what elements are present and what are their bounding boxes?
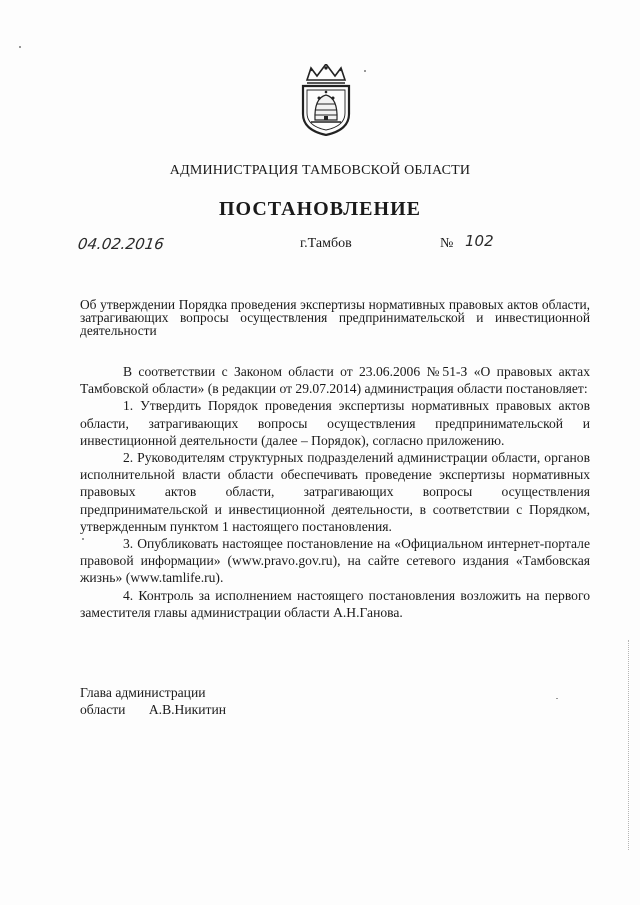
scan-speck bbox=[364, 70, 366, 72]
scan-speck bbox=[82, 538, 84, 540]
scan-edge-line bbox=[628, 640, 630, 850]
signature-line bbox=[80, 701, 226, 718]
document-date: 04.02.2016 bbox=[76, 235, 166, 253]
coat-of-arms-icon bbox=[297, 64, 355, 136]
body-paragraph-4: 4. Контроль за исполнением настоящего постановления возложить на первого заместителя главы администрации области А.Н.Ганова. bbox=[80, 587, 590, 620]
document-body bbox=[80, 363, 590, 621]
body-paragraph-3: 3. Опубликовать настоящее постановление на «Официальном интернет-портале правовой информации» (www.pravo.gov.ru), на сайте сетевого издания «Тамбовская жизнь» (www.tamlife.ru). bbox=[80, 536, 590, 586]
signatory-name: А.В.Никитин bbox=[148, 702, 227, 717]
document-type-title: ПОСТАНОВЛЕНИЕ bbox=[219, 198, 421, 220]
document-city: г.Тамбов bbox=[300, 236, 352, 251]
document-number: 102 bbox=[465, 232, 494, 250]
scan-speck bbox=[556, 698, 558, 699]
signature-block bbox=[80, 684, 226, 718]
document-subject: Об утверждении Порядка проведения экспертизы нормативных правовых актов области, затрагивающих вопросы осуществления предпринимательской и инвестиционной деятельности bbox=[80, 297, 590, 338]
scan-speck bbox=[19, 46, 21, 48]
body-paragraph-1: 1. Утвердить Порядок проведения экспертизы нормативных правовых актов области, затрагивающих вопросы осуществления предпринимательской и инвестиционной деятельности (далее – Порядок), согласно приложению. bbox=[80, 398, 590, 448]
signature-position-cont: области bbox=[80, 702, 126, 717]
organization-name: АДМИНИСТРАЦИЯ ТАМБОВСКОЙ ОБЛАСТИ bbox=[169, 163, 471, 178]
signature-position: Глава администрации bbox=[80, 685, 206, 700]
document-number-label: № bbox=[440, 236, 454, 251]
body-paragraph-preamble: В соответствии с Законом области от 23.06.2006 №51-З «О правовых актах Тамбовской области» (в редакции от 29.07.2014) администрация области постановляет: bbox=[80, 364, 590, 397]
body-paragraph-2: 2. Руководителям структурных подразделений администрации области, органов исполнительной власти области обеспечивать проведение экспертизы нормативных правовых актов области, затрагивающих вопросы осуществления предпринимательской и инвестиционной деятельности, в соответствии с Порядком, утвержденным пунктом 1 настоящего постановления. bbox=[80, 450, 590, 534]
